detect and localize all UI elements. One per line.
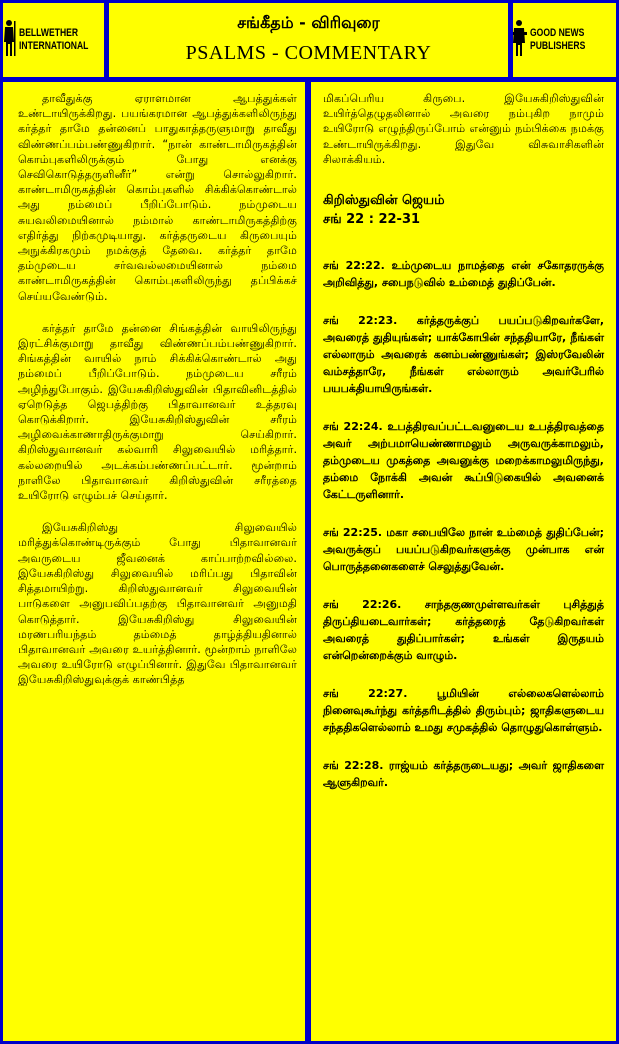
- verse: சங் 22:24. உபத்திரவப்பட்டவனுடைய உபத்திரவத்தை அவர் அற்பமாயெண்ணாமலும் அருவருக்காமலும், தம்முடைய முகத்தை அவனுக்கு மறைக்காமலுமிருந்து, தம்மை நோக்கி அவன் கூப்பிடுகையில் அவனைக் கேட்டருளினார்.: [323, 420, 604, 502]
- title-english: PSALMS - COMMENTARY: [185, 42, 432, 64]
- paragraph: தாவீதுக்கு ஏராளமான ஆபத்துக்கள் உண்டாயிருக்கிறது. பயங்கரமான ஆபத்துக்களிலிருந்து கர்த்தர் தாமே தன்னைப் பாதுகாத்தருளுமாறு தாவீது விண்ணப்பம்பண்ணுகிறார். “நான் காண்டாமிருகத்தின் கொம்புகளிலிருக்கும் போது எனக்கு செவிகொடுத்தருளினீர்” என்று சொல்லுகிறார். காண்டாமிருகத்தின் கொம்புகளில் சிக்கிக்கொண்டால் அது நம்மைப் பீறிப்போடும். நம்முடைய சுயவலிமையினால் நம்மால் காண்டாமிருகத்திற்கு எதிர்த்து நிற்கமுடியாது. கர்த்தருடைய கிருபையும் அநுக்கிரகமும் நமக்குத் தேவை. கர்த்தர் தாமே தம்முடைய சர்வவல்லமையினால் நம்மை காண்டாமிருகத்தின் கொம்புகளிலிருந்து தப்பிக்கச் செய்யவேண்டும்.: [18, 92, 297, 303]
- bellwether-logo-text: BELLWETHER INTERNATIONAL: [18, 27, 88, 52]
- verse: சங் 22:25. மகா சபையிலே நான் உம்மைத் துதிப்பேன்; அவருக்குப் பயப்படுகிறவர்களுக்கு முன்பாக என் பொருத்தனைகளைச் செலுத்துவேன்.: [323, 526, 604, 574]
- good-news-logo-text: GOOD NEWS PUBLISHERS: [529, 27, 585, 52]
- section-reference: சங் 22 : 22-31: [323, 212, 421, 228]
- title-tamil: சங்கீதம் - விரிவுரை: [237, 13, 380, 32]
- bellwether-logo: [3, 3, 104, 77]
- bellwether-figure-icon: [3, 18, 17, 62]
- book-reader-icon: [513, 18, 528, 62]
- paragraph: கர்த்தர் தாமே தன்னை சிங்கத்தின் வாயிலிருந்து இரட்சிக்குமாறு தாவீது விண்ணப்பம்பண்ணுகிறார். சிங்கத்தின் வாயில் நாம் சிக்கிக்கொண்டால் அது நம்மைப் பீறிப்போடும். நம்முடைய சரீரம் அழிந்துபோகும். இயேசுகிறிஸ்துவின் பிதாவினிடத்தில் ஏறெடுத்த ஜெபத்திற்கு பிதாவானவர் உத்தரவு கொடுக்கிறார். இயேசுகிறிஸ்துவின் சரீரம் அழிவைக்காணாதிருக்குமாறு செய்கிறார். கிறிஸ்துவானவர் கல்வாரி சிலுவையில் மரித்தார். கல்லறையில் அடக்கம்பண்ணப்பட்டார். மூன்றாம் நாளிலே பிதாவானவர் கிறிஸ்துவின் சரீரத்தை உயிரோடு எழும்பச் செய்தார்.: [18, 321, 297, 503]
- left-column: [3, 82, 305, 1041]
- verse: சங் 22:23. கர்த்தருக்குப் பயப்படுகிறவர்களே, அவரைத் துதியுங்கள்; யாக்கோபின் சந்ததியாரே, நீங்கள் எல்லாரும் அவரைக் கனம்பண்ணுங்கள்; இஸ்ரவேலின் வம்சத்தாரே, நீங்கள் எல்லாரும் அவர்பேரில் பயபக்தியாயிருங்கள்.: [323, 314, 604, 396]
- verse: சங் 22:26. சாந்தகுணமுள்ளவர்கள் புசித்துத் திருப்தியடைவார்கள்; கர்த்தரைத் தேடுகிறவர்கள் அவரைத் துதிப்பார்கள்; உங்கள் இருதயம் என்றென்றைக்கும் வாழும்.: [323, 598, 604, 663]
- page-header: [109, 3, 508, 77]
- verse: சங் 22:22. உம்முடைய நாமத்தை என் சகோதரருக்கு அறிவித்து, சபைநடுவில் உம்மைத் துதிப்பேன்.: [323, 259, 604, 290]
- verse: சங் 22:27. பூமியின் எல்லைகளெல்லாம் நினைவுகூர்ந்து கர்த்தரிடத்தில் திரும்பும்; ஜாதிகளுடைய சந்ததிகளெல்லாம் உமது சமுகத்தில் தொழுதுகொள்ளும்.: [323, 687, 604, 735]
- section-heading: கிறிஸ்துவின் ஜெயம்: [323, 193, 445, 209]
- verse: சங் 22:28. ராஜ்யம் கர்த்தருடையது; அவர் ஜாதிகளை ஆளுகிறவர்.: [323, 759, 604, 790]
- right-column: [311, 82, 616, 1041]
- paragraph: இயேசுகிறிஸ்து சிலுவையில் மரித்துக்கொண்டிருக்கும் போது பிதாவானவர் அவருடைய ஜீவனைக் காப்பாற்றவில்லை. இயேசுகிறிஸ்து சிலுவையில் மரிப்பது பிதாவின் சித்தமாயிற்று. கிறிஸ்துவானவர் சிலுவையின் பாடுகளை அனுபவிப்பதற்கு பிதாவானவர் அனுமதி கொடுத்தார். இயேசுகிறிஸ்து சிலுவையின் மரணபரியந்தம் தம்மைத் தாழ்த்தியதினால் பிதாவானவர் அவரை உயர்த்தினார். மூன்றாம் நாளிலே அவரை உயிரோடு எழுப்பினார். இதுவே பிதாவானவர் இயேசுகிறிஸ்துவுக்குக் காண்பித்த: [18, 521, 297, 687]
- good-news-logo: [513, 3, 616, 77]
- intro-paragraph: மிகப்பெரிய கிருபை. இயேசுகிறிஸ்துவின் உயிர்த்தெழுதலினால் அவரை நம்புகிற நாமும் உயிரோடு எழுந்திருப்போம் என்னும் நம்பிக்கை நமக்கு உண்டாயிருக்கிறது. இதுவே விசுவாசிகளின் சிலாக்கியம்.: [323, 92, 604, 166]
